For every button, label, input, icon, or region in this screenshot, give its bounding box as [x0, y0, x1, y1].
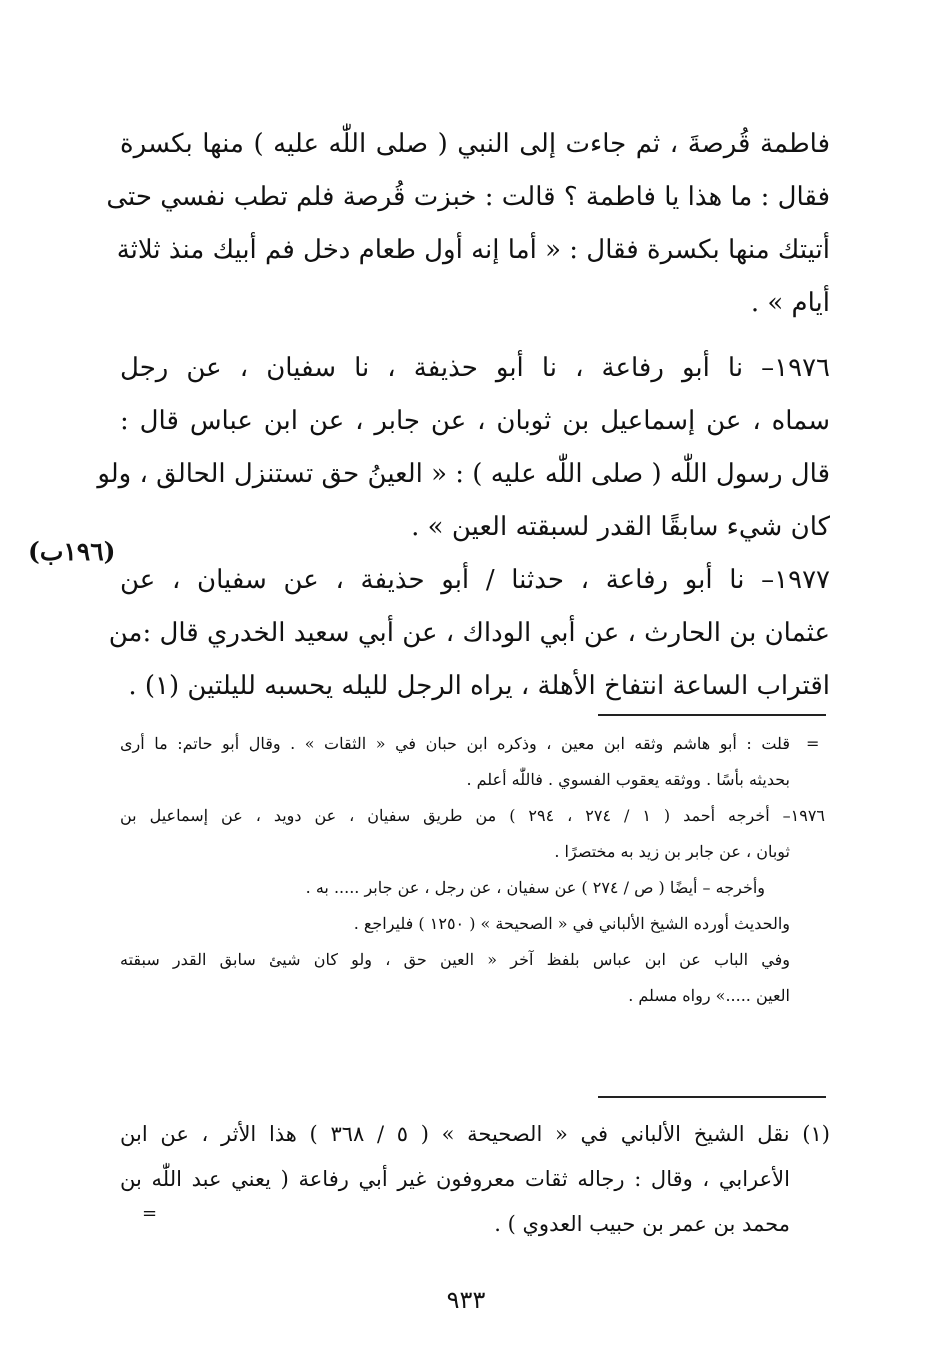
text-line: أتيتك منها بكسرة فقال : « أما إنه أول طعام دخل فم أبيك منذ ثلاثة: [116, 235, 830, 265]
footnote-line: وأخرجه – أيضًا ( ص / ٢٧٤ ) عن سفيان ، عن رجل ، عن جابر ..... به .: [305, 878, 765, 897]
footnote-divider: [598, 714, 826, 716]
continuation-mark: =: [142, 1203, 158, 1224]
text-line: سماه ، عن إسماعيل بن ثوبان ، عن جابر ، عن ابن عباس قال :: [120, 406, 830, 436]
hadith-1977-line: ١٩٧٧– نا أبو رفاعة ، حدثنا / أبو حذيفة ، عن سفيان ، عن: [120, 565, 830, 595]
text-line: فقال : ما هذا يا فاطمة ؟ قالت : خبزت قُرصة فلم تطب نفسي حتى: [106, 182, 830, 212]
footnote-line: العين .....» رواه مسلم .: [628, 986, 790, 1005]
page-number: ٩٣٣: [446, 1286, 486, 1314]
footnote-line: قلت : أبو هاشم وثقه ابن معين ، وذكره ابن حبان في « الثقات » . وقال أبو حاتم: ما أرى: [120, 734, 790, 753]
footnote-line: ١٩٧٦– أخرجه أحمد ( ١ / ٢٧٤ ، ٢٩٤ ) من طريق سفيان ، عن دويد ، عن إسماعيل بن: [120, 806, 826, 825]
text-line: قال رسول اللّٰه ( صلى اللّٰه عليه ) : « العينُ حق تستنزل الحالق ، ولو: [97, 459, 830, 489]
manuscript-folio-ref: (١٩٦ب): [28, 537, 116, 566]
text-line: عثمان بن الحارث ، عن أبي الوداك ، عن أبي سعيد الخدري قال :من: [108, 618, 830, 648]
footnote-line: وفي الباب عن ابن عباس بلفظ آخر « العين حق ، ولو كان شيئ سابق القدر سبقته: [120, 950, 790, 969]
continuation-mark: =: [806, 734, 820, 753]
footnote-line: (١) نقل الشيخ الألباني في « الصحيحة » ( ٥ / ٣٦٨ ) هذا الأثر ، عن ابن: [120, 1122, 830, 1146]
text-line: اقتراب الساعة انتفاخ الأهلة ، يراه الرجل لليله يحسبه لليلتين (١) .: [128, 671, 830, 701]
footnotes-top: [120, 726, 825, 1014]
text-line: فاطمة قُرصةَ ، ثم جاءت إلى النبي ( صلى اللّٰه عليه ) منها بكسرة: [120, 129, 830, 159]
footnote-line: ثوبان ، عن جابر بن زيد به مختصرًا .: [554, 842, 790, 861]
footnotes-bottom: [120, 1112, 830, 1247]
footnote-line: محمد بن عمر بن حبيب العدوي ) .: [494, 1212, 790, 1236]
footnote-line: الأعرابي ، وقال : رجاله ثقات معروفون غير أبي رفاعة ( يعني عبد اللّٰه بن: [120, 1167, 790, 1191]
main-text: [97, 118, 830, 713]
text-line: كان شيء سابقًا القدر لسبقته العين » .: [411, 512, 830, 542]
footnote-line: بحديثه بأسًا . ووثقه يعقوب الفسوي . فاللّٰه أعلم .: [466, 770, 790, 789]
footnote-line: والحديث أورده الشيخ الألباني في « الصحيحة » ( ١٢٥٠ ) فليراجع .: [353, 914, 790, 933]
hadith-1976-line: ١٩٧٦– نا أبو رفاعة ، نا أبو حذيفة ، نا سفيان ، عن رجل: [120, 353, 830, 383]
text-line: أيام » .: [750, 288, 830, 318]
footnote-divider: [598, 1096, 826, 1098]
